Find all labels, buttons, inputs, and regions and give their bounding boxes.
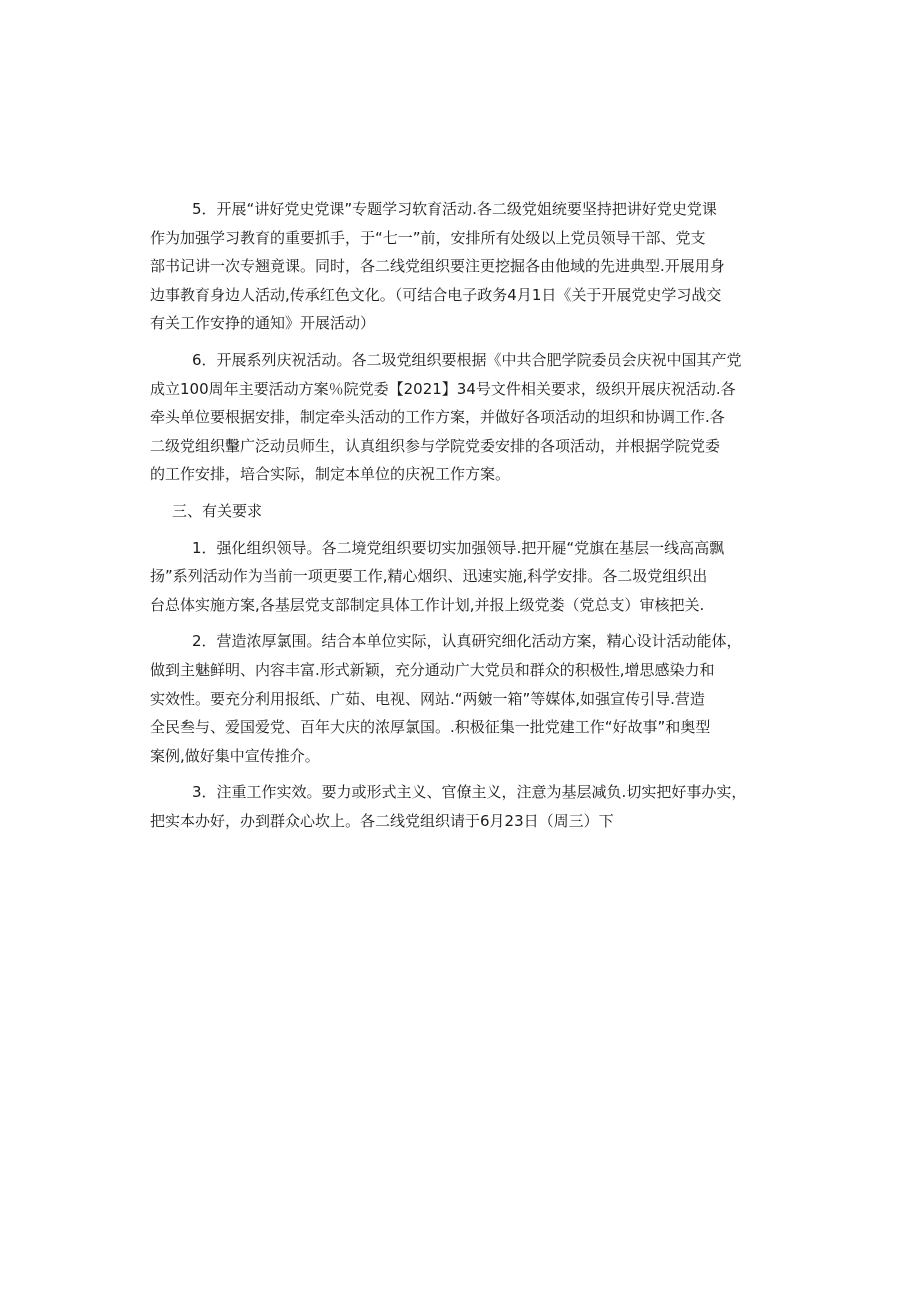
text-line: 作为加强学习教育的重要抓手，于“七一”前，安排所有处级以上党员领导干部、党支 [150, 228, 706, 247]
text-line: 成立100周年主要活动方案％院党委【2021】34号文件相关要求，级织开展庆祝活动.各 [150, 379, 736, 398]
text-line: 二级党组织轚广泛动员师生，认真组织参与学院党委安排的各项活动，并根据学院党委 [150, 436, 721, 455]
text-line: 实效性。要充分利用报纸、广茹、电视、网站.“两皴一箱”等媒体,如强宣传引导.营造 [150, 689, 705, 708]
text-line: 部书记讲一次专翘竟课。同时，各二线党组织要注更挖掘各由他域的先进典型.开展用身 [150, 257, 725, 276]
text-line: 5．开展“讲好党史党课”专题学习软育活动.各二级党姐统要坚持把讲好党史党课 [192, 200, 717, 218]
text-line: 3．注重工作实效。要力或形式主义、官僚主义，注意为基层减负.切实把好事办实， [192, 783, 747, 802]
text-line: 把实本办好，办到群众心坎上。各二线党组织请于6月23日（周三）下 [150, 811, 614, 830]
text-line: 台总体实施方案,各基层党支部制定具体工作计划,并报上级党娄（党总支）审核把关. [150, 595, 705, 614]
text-line: 全民叁与、爱国爱党、百年大庆的浓厚氯国。.积极征集一批党建工作“好故事”和奥型 [150, 718, 711, 737]
text-line: 1．强化组织领导。各二境党组织要切实加强领导.把开屣“党旗在基层一线高高飘 [192, 538, 725, 557]
text-line: 的工作安排，培合实际，制定本单位的庆祝工作方案。 [150, 465, 511, 484]
text-line: 案例,做好集中宣传推介。 [150, 746, 320, 765]
text-line: 6．开展系列庆祝活动。各二圾党组织要根据《中共合肥学院委员会庆祝中国其产党 [192, 350, 742, 369]
text-line: 牵头单位要根据安排，制定牵头活动的工作方案，并做好各项活动的坦织和协调工作.各 [150, 408, 725, 427]
requirement-item-1 [150, 534, 780, 620]
text-line: 2．营造浓厚氯围。结合本单位实际，认真研究细化活动方案，精心设计活动能体， [192, 632, 742, 651]
text-line: 做到主魅鲜明、内容丰富.形式新颖，充分通动广大党员和群众的积极性,增思感染力和 [150, 660, 715, 679]
requirement-item-2 [150, 627, 780, 770]
requirement-item-3 [150, 778, 780, 835]
text-line: 边事教育身边人活动,传承红色文化。（可结合电子政务4月1日《关于开展党史学习战交 [150, 285, 722, 304]
section-heading: 三、有关要求 [172, 501, 263, 520]
paragraph-item-5 [150, 195, 780, 338]
document-body [150, 195, 780, 843]
paragraph-item-6 [150, 346, 780, 489]
text-line: 扬”系列活动作为当前一项更要工作,精心烟织、迅速实施,科学安排。各二圾党组织出 [150, 567, 708, 586]
text-line: 有关工作安挣的通知》开展活动） [150, 314, 376, 333]
